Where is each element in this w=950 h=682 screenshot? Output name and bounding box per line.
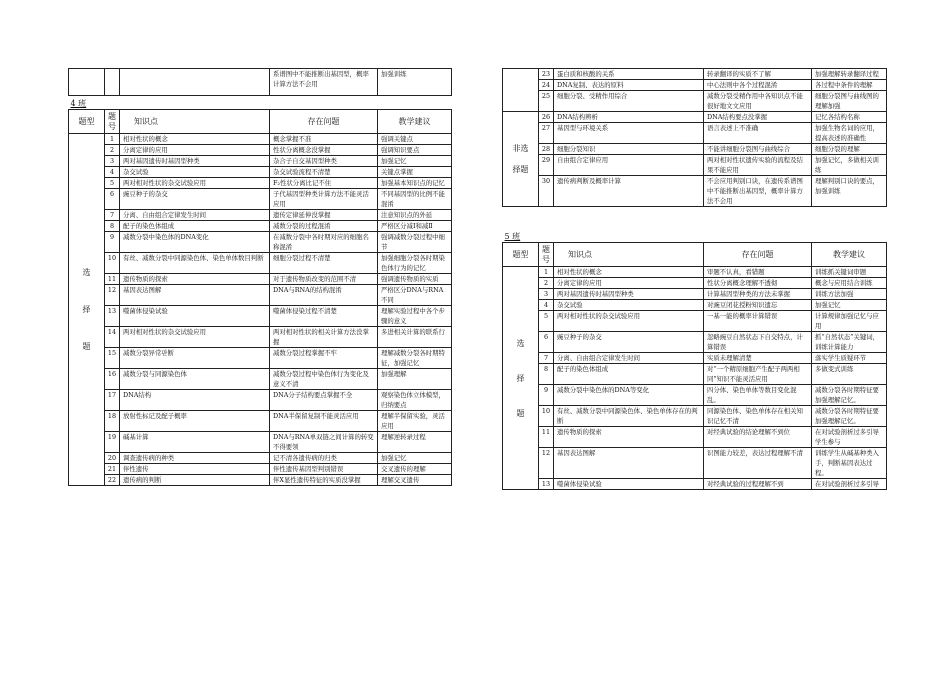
table-row <box>503 278 887 289</box>
existing-problem: 对“一个精原细胞产生配子两两相同”知识不能灵活应用 <box>704 364 812 385</box>
teaching-advice: 计算规律加强记忆与应用 <box>812 311 887 332</box>
teaching-advice: 观察染色体立体模型，归纳要点 <box>378 390 452 411</box>
class-label <box>502 232 886 242</box>
table-row <box>503 364 887 385</box>
question-type-char: 择题 <box>512 165 529 174</box>
question-number: 2 <box>539 278 554 289</box>
table-row <box>503 80 887 91</box>
right-table-body <box>503 267 887 490</box>
knowledge-point: 蛋白质和核酸的关系 <box>554 69 704 80</box>
teaching-advice: 理解实验过程中各个步骤的意义 <box>378 306 452 327</box>
table-row <box>69 475 452 486</box>
knowledge-point: 两对相对性状的杂交试验应用 <box>120 327 270 348</box>
table-row <box>503 427 887 448</box>
header-type: 题型 <box>503 243 539 267</box>
existing-problem: 中心法则中各个过程混淆 <box>704 80 812 91</box>
table-row <box>503 300 887 311</box>
header-no: 题号 <box>105 110 120 134</box>
teaching-advice: 严格区分DNA与RNA不同 <box>378 285 452 306</box>
table-row <box>69 432 452 453</box>
table-row <box>69 348 452 369</box>
question-number: 4 <box>105 167 120 178</box>
existing-problem: 杂交试验流程不清楚 <box>270 167 378 178</box>
header-advice: 教学建议 <box>378 110 452 134</box>
question-number <box>105 69 120 96</box>
knowledge-point: 配子的染色体组成 <box>554 364 704 385</box>
knowledge-point: 基因表达图解 <box>120 285 270 306</box>
table-row <box>69 411 452 432</box>
existing-problem: DNA分子结构要点掌握不全 <box>270 390 378 411</box>
knowledge-point: 有丝、减数分裂中同源染色体、染色单体数目判断 <box>120 253 270 274</box>
knowledge-point: 碱基计算 <box>120 432 270 453</box>
knowledge-point: 减数分裂与同源染色体 <box>120 369 270 390</box>
table-header-row <box>503 243 887 267</box>
knowledge-point: 分离定律的应用 <box>554 278 704 289</box>
teaching-advice: 加强记忆，多做相关训练 <box>812 155 887 176</box>
knowledge-point: 遗传物质的探索 <box>554 427 704 448</box>
question-number: 21 <box>105 464 120 475</box>
knowledge-point <box>120 69 270 96</box>
class-label <box>68 99 451 109</box>
teaching-advice: 理解半保留实验，灵活应用 <box>378 411 452 432</box>
knowledge-point: 分离、自由组合定律发生时间 <box>554 353 704 364</box>
teaching-advice: 加强训练 <box>378 69 452 96</box>
existing-problem: 不能讲细胞分裂图与曲线综合 <box>704 144 812 155</box>
left-top-table <box>68 68 452 96</box>
table-row <box>69 253 452 274</box>
existing-problem: 性状分离概念理解不透彻 <box>704 278 812 289</box>
teaching-advice: 落实学生质疑环节 <box>812 353 887 364</box>
table-row <box>69 145 452 156</box>
table-row <box>69 210 452 221</box>
existing-problem: 减数分裂受精作用中各知识点不能很好地文文应用 <box>704 91 812 112</box>
question-number: 3 <box>105 156 120 167</box>
header-knowledge-point: 知识点 <box>120 110 270 134</box>
question-number: 15 <box>105 348 120 369</box>
knowledge-point: 遗传病判断及概率计算 <box>554 176 704 207</box>
existing-problem: 减数分裂过程掌握不牢 <box>270 348 378 369</box>
existing-problem: 对经典试验的过程理解不到 <box>704 479 812 490</box>
table-row <box>503 155 887 176</box>
existing-problem: 不会应用判别口诀，在遗传系谱图中不能推断出基因型，概率计算方法不会用 <box>704 176 812 207</box>
knowledge-point: 杂交试验 <box>554 300 704 311</box>
question-type-char: 选 <box>82 268 91 277</box>
knowledge-point: 减数分裂异常판断 <box>120 348 270 369</box>
right-top-table <box>502 68 887 207</box>
question-number: 5 <box>539 311 554 332</box>
question-number: 18 <box>105 411 120 432</box>
existing-problem: 两对相对性状的相关计算方法没掌握 <box>270 327 378 348</box>
question-number: 11 <box>105 274 120 285</box>
table-row <box>503 448 887 479</box>
teaching-advice: 加强基本知识点的记忆 <box>378 178 452 189</box>
header-advice: 教学建议 <box>812 243 887 267</box>
teaching-advice: 强调知识要点 <box>378 145 452 156</box>
right-top-body <box>503 69 887 112</box>
existing-problem: F₂性状分离比记不住 <box>270 178 378 189</box>
existing-problem: 杂合子自交基因型种类 <box>270 156 378 167</box>
table-row <box>69 390 452 411</box>
knowledge-point: 噬菌体侵染试验 <box>554 479 704 490</box>
question-number: 9 <box>105 232 120 253</box>
question-number: 26 <box>539 112 554 123</box>
question-number: 8 <box>539 364 554 385</box>
table-row <box>69 453 452 464</box>
nonselect-body <box>503 112 887 207</box>
table-row <box>503 123 887 144</box>
teaching-advice: 抓“自然状态”关键词，训练计算能力 <box>812 332 887 353</box>
right-main-table <box>502 242 887 490</box>
teaching-advice: 关键点掌握 <box>378 167 452 178</box>
question-type-char: 择 <box>516 373 525 383</box>
teaching-advice: 注意知识点的外延 <box>378 210 452 221</box>
teaching-advice: 强调遗传物质的实质 <box>378 274 452 285</box>
teaching-advice: 训练学生从碱基种类入手，判断基因表达过程。 <box>812 448 887 479</box>
question-number: 5 <box>105 178 120 189</box>
knowledge-point: 两对基因遗传时基因型种类 <box>554 289 704 300</box>
question-number: 10 <box>539 406 554 427</box>
knowledge-point: 遗传病的判断 <box>120 475 270 486</box>
question-number: 6 <box>539 332 554 353</box>
knowledge-point: 分离、自由组合定律发生时间 <box>120 210 270 221</box>
question-type-char: 非选 <box>512 144 529 153</box>
existing-problem: 系谱图中不能推断出基因型，概率计算方法不会用 <box>270 69 378 96</box>
question-number: 6 <box>105 189 120 210</box>
question-number: 13 <box>105 306 120 327</box>
teaching-advice: 加强生物名词的应用，提高表述的准确性 <box>812 123 887 144</box>
existing-problem: DNA与RNA单双链之间计算的转变不得要领 <box>270 432 378 453</box>
existing-problem: 一基一能的概率计算错误 <box>704 311 812 332</box>
teaching-advice: 在对试验剖析过多引导 <box>812 479 887 490</box>
existing-problem: 审题不认真，看错题 <box>704 267 812 278</box>
question-number: 22 <box>105 475 120 486</box>
table-row <box>503 353 887 364</box>
table-row <box>69 285 452 306</box>
existing-problem: 忽略豌豆自然状态下自交特点，计算错误 <box>704 332 812 353</box>
teaching-advice: 加强理解转录翻译过程 <box>812 69 887 80</box>
question-type <box>503 112 539 207</box>
teaching-advice: 加强理解 <box>378 369 452 390</box>
knowledge-point: 细胞分裂、受精作用综合 <box>554 91 704 112</box>
existing-problem: 伴X显性遗传特征的实质没掌握 <box>270 475 378 486</box>
question-number: 11 <box>539 427 554 448</box>
existing-problem: DNA半保留复制不能灵活应用 <box>270 411 378 432</box>
knowledge-point: 调查遗传病的种类 <box>120 453 270 464</box>
teaching-advice: 在对试验剖析过多引导学生参与 <box>812 427 887 448</box>
question-number: 16 <box>105 369 120 390</box>
teaching-advice: 减数分裂各时期特征要加强理解记忆。 <box>812 406 887 427</box>
teaching-advice: 理解减数分裂各时期特征，加强记忆 <box>378 348 452 369</box>
existing-problem: 伴性遗传基因型判别错误 <box>270 464 378 475</box>
table-row <box>503 69 887 80</box>
class-label-text: 5 班 <box>504 232 521 241</box>
knowledge-point: 有丝、减数分裂中同源染色体、染色单体存在的判断 <box>554 406 704 427</box>
existing-problem: 细胞分裂过程不清楚 <box>270 253 378 274</box>
knowledge-point: 伴性遗传 <box>120 464 270 475</box>
question-type <box>503 267 539 490</box>
teaching-advice: 强调关键点 <box>378 134 452 145</box>
question-number: 29 <box>539 155 554 176</box>
knowledge-point: 基因表达图解 <box>554 448 704 479</box>
left-main-table <box>68 109 452 486</box>
question-type <box>69 134 105 486</box>
existing-problem: 减数分裂过程中染色体行为变化及意义不清 <box>270 369 378 390</box>
teaching-advice: 严格区分减Ⅰ和减Ⅱ <box>378 221 452 232</box>
knowledge-point: 基因型与环境关系 <box>554 123 704 144</box>
knowledge-point: 杂交试验 <box>120 167 270 178</box>
teaching-advice: 加强细胞分裂各时期染色体行为的记忆 <box>378 253 452 274</box>
knowledge-point: 相对性状的概念 <box>120 134 270 145</box>
knowledge-point: 减数分裂中染色体的DNA变化 <box>120 232 270 253</box>
table-row <box>69 464 452 475</box>
question-number: 2 <box>105 145 120 156</box>
question-number: 20 <box>105 453 120 464</box>
knowledge-point: 两对基因遗传时基因型种类 <box>120 156 270 167</box>
question-number: 7 <box>539 353 554 364</box>
question-type-char: 选 <box>516 338 525 348</box>
knowledge-point: DNA结构辨析 <box>554 112 704 123</box>
right-page <box>502 68 886 490</box>
question-type-char: 题 <box>516 408 525 418</box>
teaching-advice: 加强记忆 <box>378 453 452 464</box>
existing-problem: DNA与RNA的结构混淆 <box>270 285 378 306</box>
question-number: 28 <box>539 144 554 155</box>
question-number: 1 <box>539 267 554 278</box>
existing-problem: 计算基因型种类的方法未掌握 <box>704 289 812 300</box>
table-row <box>69 232 452 253</box>
header-no: 题号 <box>539 243 554 267</box>
table-row <box>69 178 452 189</box>
question-number: 10 <box>105 253 120 274</box>
existing-problem: 两对相对性状遗传实验的流程及结果不能应用 <box>704 155 812 176</box>
table-row <box>69 369 452 390</box>
teaching-advice: 理解交叉遗传 <box>378 475 452 486</box>
question-number: 14 <box>105 327 120 348</box>
existing-problem: 噬菌体侵染过程不清楚 <box>270 306 378 327</box>
existing-problem: 性状分离概念没掌握 <box>270 145 378 156</box>
teaching-advice: 训练抓关键词审题 <box>812 267 887 278</box>
question-number: 7 <box>105 210 120 221</box>
teaching-advice: 不同基因型的比例不能混淆 <box>378 189 452 210</box>
question-number: 30 <box>539 176 554 207</box>
table-row <box>503 332 887 353</box>
teaching-advice: 加强记忆 <box>378 156 452 167</box>
existing-problem: 转录翻译的实质不了解 <box>704 69 812 80</box>
existing-problem: 在减数分裂中各时期对应的细胞名称混淆 <box>270 232 378 253</box>
question-number: 27 <box>539 123 554 144</box>
teaching-advice: 强调减数分裂过程中细节 <box>378 232 452 253</box>
question-number: 3 <box>539 289 554 300</box>
question-number: 24 <box>539 80 554 91</box>
existing-problem: 概念掌握不准 <box>270 134 378 145</box>
teaching-advice: 理解逆转录过程 <box>378 432 452 453</box>
existing-problem: 遗传定律延伸没掌握 <box>270 210 378 221</box>
knowledge-point: 噬菌体侵染试验 <box>120 306 270 327</box>
table-row <box>503 406 887 427</box>
existing-problem: 减数分裂的过程混淆 <box>270 221 378 232</box>
teaching-advice: 理解判别口诀的要点，加强训练 <box>812 176 887 207</box>
knowledge-point: DNA复制、表达的原料 <box>554 80 704 91</box>
table-row <box>69 156 452 167</box>
table-row <box>69 274 452 285</box>
question-type-char: 题 <box>82 342 91 351</box>
teaching-advice: 细胞分裂图与曲线图的理解加强 <box>812 91 887 112</box>
teaching-advice: 加强记忆 <box>812 300 887 311</box>
question-number: 17 <box>105 390 120 411</box>
knowledge-point: 配子的染色体组成 <box>120 221 270 232</box>
question-number: 12 <box>539 448 554 479</box>
existing-problem: 实质未理解清楚 <box>704 353 812 364</box>
table-row <box>69 306 452 327</box>
table-row <box>69 189 452 210</box>
table-row <box>69 134 452 145</box>
existing-problem: 对豌豆闭花授粉知识遗忘 <box>704 300 812 311</box>
teaching-advice: 多进相关计算的联系行 <box>378 327 452 348</box>
teaching-advice: 各过程中条件的理解 <box>812 80 887 91</box>
header-knowledge-point: 知识点 <box>554 243 704 267</box>
table-row <box>503 289 887 300</box>
header-type: 题型 <box>69 110 105 134</box>
knowledge-point: 细胞分裂知识 <box>554 144 704 155</box>
question-number: 23 <box>539 69 554 80</box>
table-row <box>503 144 887 155</box>
question-number: 12 <box>105 285 120 306</box>
question-number: 9 <box>539 385 554 406</box>
knowledge-point: 豌豆种子的杂交 <box>554 332 704 353</box>
table-row <box>503 91 887 112</box>
question-number: 8 <box>105 221 120 232</box>
existing-problem: DNA结构要点没掌握 <box>704 112 812 123</box>
table-row <box>503 479 887 490</box>
table-row <box>69 327 452 348</box>
knowledge-point: 分离定律的应用 <box>120 145 270 156</box>
table-row <box>503 385 887 406</box>
existing-problem: 记不清各遗传病的归类 <box>270 453 378 464</box>
table-row <box>503 112 887 123</box>
existing-problem: 语言表述上不准确 <box>704 123 812 144</box>
existing-problem: 四分体、染色单体等数目变化混乱。 <box>704 385 812 406</box>
knowledge-point: 减数分裂中染色体的DNA等变化 <box>554 385 704 406</box>
type-cell <box>69 69 105 96</box>
teaching-advice: 细胞分裂的理解 <box>812 144 887 155</box>
existing-problem: 对经典试验的结论理解不到位 <box>704 427 812 448</box>
table-row <box>503 176 887 207</box>
teaching-advice: 概念与应用结合训练 <box>812 278 887 289</box>
knowledge-point: DNA结构 <box>120 390 270 411</box>
teaching-advice: 训练方法加强 <box>812 289 887 300</box>
question-number: 19 <box>105 432 120 453</box>
teaching-advice: 多做变式训练 <box>812 364 887 385</box>
header-problem: 存在问题 <box>704 243 812 267</box>
question-number: 25 <box>539 91 554 112</box>
existing-problem: 子代基因型种类计算方法不能灵活应用 <box>270 189 378 210</box>
knowledge-point: 放射性标记及配子概率 <box>120 411 270 432</box>
table-row <box>69 221 452 232</box>
header-problem: 存在问题 <box>270 110 378 134</box>
table-row <box>503 267 887 278</box>
left-page <box>68 68 451 486</box>
table-row <box>69 167 452 178</box>
question-type-char: 择 <box>82 305 91 314</box>
existing-problem: 对于遗传物质改变的范围不清 <box>270 274 378 285</box>
existing-problem: 同源染色体、染色单体存在相关知识记忆不清 <box>704 406 812 427</box>
teaching-advice: 交叉遗传的理解 <box>378 464 452 475</box>
knowledge-point: 遗传物质的探索 <box>120 274 270 285</box>
question-number: 4 <box>539 300 554 311</box>
class-label-text: 4 班 <box>70 99 87 108</box>
left-table-body <box>69 134 452 486</box>
question-number: 13 <box>539 479 554 490</box>
knowledge-point: 两对相对性状的杂交试验应用 <box>120 178 270 189</box>
teaching-advice: 记忆各结构名称 <box>812 112 887 123</box>
knowledge-point: 豌豆种子的杂交 <box>120 189 270 210</box>
knowledge-point: 自由组合定律应用 <box>554 155 704 176</box>
table-row <box>503 311 887 332</box>
teaching-advice: 减数分裂各时期特征要加强理解记忆。 <box>812 385 887 406</box>
table-header-row <box>69 110 452 134</box>
type-cell <box>503 69 539 112</box>
knowledge-point: 两对相对性状的杂交试验应用 <box>554 311 704 332</box>
question-number: 1 <box>105 134 120 145</box>
knowledge-point: 相对性状的概念 <box>554 267 704 278</box>
table-row <box>69 69 452 96</box>
existing-problem: 识图能力较差，表达过程理解不清 <box>704 448 812 479</box>
